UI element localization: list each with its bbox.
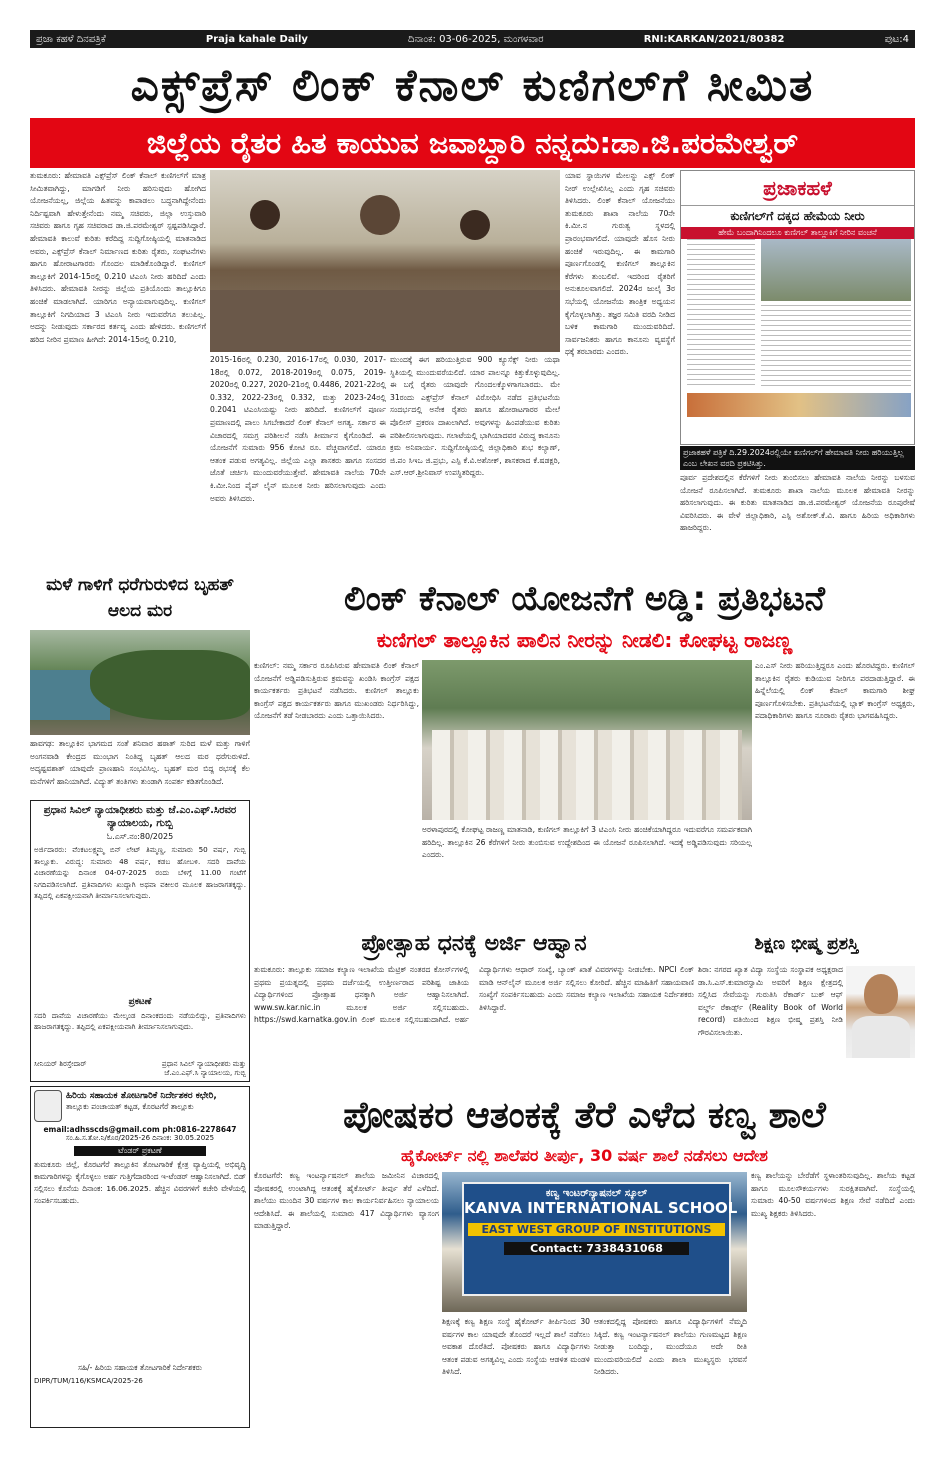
school-sign-kannada: ಕಣ್ವ ಇಂಟರ್‌ನ್ಯಾಷನಲ್ ಸ್ಕೂಲ್ (545, 1188, 648, 1199)
masthead-rni: RNI:KARKAN/2021/80382 (643, 33, 785, 45)
tender-address: ತಾಲ್ಲೂಕು ಪಂಚಾಯತ್ ಕಟ್ಟಡ, ಕೊರಟಗೆರೆ ತಾಲ್ಲೂಕು (66, 1102, 194, 1111)
school-column-2: ಶಿಕ್ಷಣಕ್ಕೆ ಕಣ್ವ ಶಿಕ್ಷಣ ಸಂಸ್ಥೆ ಹೈಕೋರ್ಟ್ ತೀರ್ಪಿನಿಂದ 30 ವರ್ಷಗಳ ಕಾಲ ಯಾವುದೇ ತೊಂದರೆ ಇಲ್ಲದೆ ಶಾಲೆ ನಡೆಸಲು ಅವಕಾಶ ದೊರೆತಿದೆ. ಪೋಷಕರು ಹಾಗೂ ವಿದ್ಯಾರ್ಥಿಗಳು ಆತಂಕ ಪಡುವ ಅಗತ್ಯವಿಲ್ಲ ಎಂದು ಸಂಸ್ಥೆಯ ಆಡಳಿತ ಮಂಡಳಿ ತಿಳಿಸಿದೆ. (442, 1317, 590, 1377)
tender-reference: ಸಂ.ಹಿ.ಸ.ತೋ.ನಿ/ಕೊರ/2025-26 ದಿನಾಂಕ: 30.05.2025 (65, 1134, 215, 1142)
clipping-headline: ಕುಣಿಗಲ್‌ಗೆ ದಕ್ಕದ ಹೇಮೆಯ ನೀರು (730, 209, 865, 223)
tree-headline: ಮಳೆ ಗಾಳಿಗೆ ಧರೆಗುರುಳಿದ ಬೃಹತ್ ಆಲದ ಮರ (46, 575, 234, 621)
clipping-paper-name: ಪ್ರಜಾಕಹಳೆ (763, 176, 832, 200)
court-notice-label: ಪ್ರಕಟಣೆ (128, 997, 152, 1007)
school-column-1: ಕೊರಟಗೆರೆ: ಕಣ್ವ ಇಂಟರ್ನ್ಯಾಷನಲ್ ಶಾಲೆಯ ಜಮೀನಿನ ವಿಚಾರದಲ್ಲಿ ಪೋಷಕರಲ್ಲಿ ಉಂಟಾಗಿದ್ದ ಆತಂಕಕ್ಕೆ ಹೈಕೋರ್ಟ್ ತೀರ್ಪು ತೆರೆ ಎಳೆದಿದೆ. ಶಾಲೆಯು ಮುಂದಿನ 30 ವರ್ಷಗಳ ಕಾಲ ಕಾರ್ಯನಿರ್ವಹಿಸಲು ನ್ಯಾಯಾಲಯ ಆದೇಶಿಸಿದೆ. ಈ ಶಾಲೆಯಲ್ಲಿ ಸುಮಾರು 417 ವಿದ್ಯಾರ್ಥಿಗಳು ವ್ಯಾಸಂಗ ಮಾಡುತ್ತಿದ್ದಾರೆ. (254, 1171, 439, 1231)
lead-subhead: ಜಿಲ್ಲೆಯ ರೈತರ ಹಿತ ಕಾಯುವ ಜವಾಬ್ದಾರಿ ನನ್ನದು:ಡಾ.ಜಿ.ಪರಮೇಶ್ವರ್ (30, 118, 915, 168)
school-sign-name: KANVA INTERNATIONAL SCHOOL (464, 1199, 738, 1217)
protest-headline: ಲಿಂಕ್ ಕೆನಾಲ್ ಯೋಜನೆಗೆ ಅಡ್ಡಿ: ಪ್ರತಿಭಟನೆ (344, 579, 825, 619)
award-headline: ಶಿಕ್ಷಣ ಭೀಷ್ಮ ಪ್ರಶಸ್ತಿ (754, 934, 859, 954)
masthead-bar (30, 30, 915, 48)
court-case-number: ಓ.ಎಸ್.ನಂ:80/2025 (106, 832, 174, 841)
masthead-page: ಪುಟ:4 (884, 33, 909, 45)
tender-dipr: DIPR/TUM/116/KSMCA/2025-26 (34, 1377, 143, 1385)
protest-column-1: ಕುಣಿಗಲ್: ನಮ್ಮ ಸರ್ಕಾರ ರೂಪಿಸಿರುವ ಹೇಮಾವತಿ ಲಿಂಕ್ ಕೆನಾಲ್ ಯೋಜನೆಗೆ ಅಡ್ಡಿಪಡಿಸುತ್ತಿರುವ ಕ್ರಮವನ್ನು ಖಂಡಿಸಿ ಕಾಂಗ್ರೆಸ್ ಪಕ್ಷದ ಕಾರ್ಯಕರ್ತರು ಪ್ರತಿಭಟನೆ ನಡೆಸಿದರು. ಕುಣಿಗಲ್ ತಾಲ್ಲೂಕು ಕಾಂಗ್ರೆಸ್ ಪಕ್ಷದ ಕಾರ್ಯಕರ್ತರು ಹಾಗೂ ಮುಖಂಡರು ನಿರ್ಧರಿಸಿದ್ದು, ಯೋಜನೆಗೆ ತಡೆ ನೀಡಬಾರದು ಎಂದು ಒತ್ತಾಯಿಸಿದರು. (254, 661, 419, 721)
tender-office: ಹಿರಿಯ ಸಹಾಯಕ ತೋಟಗಾರಿಕೆ ನಿರ್ದೇಶಕರ ಕಛೇರಿ, (66, 1091, 217, 1101)
lead-column-5: ಪೂರ್ವ ಪ್ರದೇಶದಲ್ಲಿನ ಕೆರೆಗಳಿಗೆ ನೀರು ತುಂಬಿಸಲು ಹೇಮಾವತಿ ನಾಲೆಯ ನೀರನ್ನು ಬಳಸುವ ಯೋಜನೆ ರೂಪಿಸಲಾಗಿದೆ. ತುಮಕೂರು ಶಾಖಾ ನಾಲೆಯ ಮೂಲಕ ಹೇಮಾವತಿ ನೀರನ್ನು ಹರಿಸಲಾಗುವುದು. ಈ ಕುರಿತು ಮಾತನಾಡಿದ ಡಾ.ಜಿ.ಪರಮೇಶ್ವರ್ ಯೋಜನೆಯ ರೂಪುರೇಷೆ ವಿವರಿಸಿದರು. ಈ ವೇಳೆ ಜಿಲ್ಲಾಧಿಕಾರಿ, ಎಸ್ಪಿ ಅಶೋಕ್.ಕೆ.ವಿ. ಹಾಗೂ ಹಿರಿಯ ಅಧಿಕಾರಿಗಳು ಹಾಜರಿದ್ದರು. (680, 473, 915, 533)
award-portrait-photo (846, 966, 915, 1058)
masthead-left: ಪ್ರಜಾ ಕಹಳೆ ದಿನಪತ್ರಿಕೆ (36, 33, 106, 45)
school-subhead: ಹೈಕೋರ್ಟ್ ನಲ್ಲಿ ಶಾಲೆಪರ ತೀರ್ಪು, 30 ವರ್ಷ ಶಾಲೆ ನಡೆಸಲು ಆದೇಶ (401, 1146, 768, 1165)
tender-notice (30, 1086, 250, 1428)
lead-headline: ಎಕ್ಸ್‌ಪ್ರೆಸ್ ಲಿಂಕ್ ಕೆನಾಲ್ ಕುಣಿಗಲ್‌ಗೆ ಸೀಮಿತ (130, 60, 815, 111)
school-headline: ಪೋಷಕರ ಆತಂಕಕ್ಕೆ ತೆರೆ ಎಳೆದ ಕಣ್ವ ಶಾಲೆ (343, 1095, 826, 1136)
court-signatory-1: ಸೀನಿಯರ್ ಶಿರಸ್ತೇದಾರ್ (34, 1060, 87, 1068)
protest-column-3: ಎಂ.ಎಸ್ ನೀರು ಹರಿಯುತ್ತಿದ್ದರೂ ಎಂದು ಹೊರಟಿದ್ದರು. ಕುಣಿಗಲ್ ತಾಲ್ಲೂಕಿನ ರೈತರು ಕುಡಿಯುವ ನೀರಿಗೂ ಪರದಾಡುತ್ತಿದ್ದಾರೆ. ಈ ಹಿನ್ನೆಲೆಯಲ್ಲಿ ಲಿಂಕ್ ಕೆನಾಲ್ ಕಾಮಗಾರಿ ಶೀಘ್ರ ಪೂರ್ಣಗೊಳಿಸಬೇಕು. ಪ್ರತಿಭಟನೆಯಲ್ಲಿ ಬ್ಲಾಕ್ ಕಾಂಗ್ರೆಸ್ ಅಧ್ಯಕ್ಷರು, ಪದಾಧಿಕಾರಿಗಳು ಹಾಗೂ ನೂರಾರು ರೈತರು ಭಾಗವಹಿಸಿದ್ದರು. (755, 661, 915, 721)
clipping-subhead: ಹೇಮೆ ಬಂದಾಗಿನಿಂದಲೂ ಕುಣಿಗಲ್ ತಾಲ್ಲೂಕಿಗೆ ನೀರಿನ ವಂಚನೆ (681, 227, 914, 239)
lead-column-2: 2015-16ರಲ್ಲಿ 0.230, 2016-17ರಲ್ಲಿ 0.030, 2017-18ರಲ್ಲಿ 0.072, 2018-2019ರಲ್ಲಿ 0.075, 2019-2020ರಲ್ಲಿ 0.227, 2020-21ರಲ್ಲಿ 0.4486, 2021-22ರಲ್ಲಿ 0.332, 2022-23ರಲ್ಲಿ 0.332, ಮತ್ತು 2023-24ರಲ್ಲಿ 0.2041 ಟಿಎಂಸಿಯಷ್ಟು ನೀರು ಹರಿದಿದೆ. ಕುಣಿಗಲ್‌ಗೆ ಪೂರ್ಣ ಪ್ರಮಾಣದಲ್ಲಿ ಪಾಲು ಸಿಗಬೇಕಾದರೆ ಲಿಂಕ್ ಕೆನಾಲ್ ಅಗತ್ಯ. ಸರ್ಕಾರ ಈ ವಿಚಾರದಲ್ಲಿ ಸಮಗ್ರ ಪರಿಶೀಲನೆ ನಡೆಸಿ ತೀರ್ಮಾನ ಕೈಗೊಂಡಿದೆ. ಈ ಯೋಜನೆಗೆ ಸುಮಾರು 956 ಕೋಟಿ ರೂ. ವೆಚ್ಚವಾಗಲಿದೆ. ಯಾರೂ ಆತಂಕ ಪಡುವ ಅಗತ್ಯವಿಲ್ಲ. ಜಿಲ್ಲೆಯ ಎಲ್ಲಾ ಶಾಸಕರು ಹಾಗೂ ಸಂಸದರ ಜೊತೆ ಚರ್ಚಿಸಿ ಮುಂದುವರೆಯುತ್ತೇವೆ. ಹೇಮಾವತಿ ನಾಲೆಯ 70ನೇ ಕಿ.ಮೀ.ನಿಂದ ಪೈಪ್ ಲೈನ್ ಮೂಲಕ ನೀರು ಹರಿಸಲಾಗುವುದು ಎಂದು ಅವರು ತಿಳಿಸಿದರು. (210, 355, 386, 503)
school-sign-group: EAST WEST GROUP OF INSTITUTIONS (468, 1223, 725, 1236)
court-title: ಪ್ರಧಾನ ಸಿವಿಲ್ ನ್ಯಾಯಾಧೀಶರು ಮತ್ತು ಜೆ.ಎಂ.ಎಫ್.ಸಿರವರ ನ್ಯಾಯಾಲಯ, ಗುಬ್ಬಿ (43, 805, 237, 829)
scholarship-headline: ಪ್ರೋತ್ಸಾಹ ಧನಕ್ಕೆ ಅರ್ಜಿ ಆಹ್ವಾನ (361, 931, 587, 956)
court-signatory-2: ಪ್ರಧಾನ ಸಿವಿಲ್ ನ್ಯಾಯಾಧೀಶರು ಮತ್ತು ಜೆ.ಎಂ.ಎಫ್.ಸಿ ನ್ಯಾಯಾಲಯ, ಗುಬ್ಬಿ (161, 1060, 246, 1077)
masthead-date: ದಿನಾಂಕ: 03-06-2025, ಮಂಗಳವಾರ (408, 33, 544, 45)
clipping-caption: ಪ್ರಜಾಕಹಳೆ ಪತ್ರಿಕೆ ದಿ.29.2024ರಲ್ಲಿಯೇ ಕುಣಿಗಲ್‌ಗೆ ಹೇಮಾವತಿ ನೀರು ಹರಿಯುತ್ತಿಲ್ಲ ಎಂಬ ಲೇಖನ ವರದಿ ಪ್ರಕಟಿಸಿತ್ತು. (680, 446, 915, 470)
court-body: ಅರ್ಜಿದಾರರು: ವೆಂಕಟಲಕ್ಷ್ಮಮ್ಮ ಬಿನ್ ಲೇಟ್ ತಿಮ್ಮಣ್ಣ, ಸುಮಾರು 50 ವರ್ಷ, ಗುಬ್ಬಿ ತಾಲ್ಲೂಕು. ವಿರುದ್ಧ: ಸುಮಾರು 48 ವರ್ಷ, ಕಡಬ ಹೋಬಳಿ. ಸದರಿ ದಾವೆಯ ವಿಚಾರಣೆಯನ್ನು ದಿನಾಂಕ 04-07-2025 ರಂದು ಬೆಳಿಗ್ಗೆ 11.00 ಗಂಟೆಗೆ ನಿಗದಿಪಡಿಸಲಾಗಿದೆ. ಪ್ರತಿವಾದಿಗಳು ಖುದ್ದಾಗಿ ಅಥವಾ ವಕೀಲರ ಮೂಲಕ ಹಾಜರಾಗತಕ್ಕದ್ದು. ತಪ್ಪಿದಲ್ಲಿ ಏಕಪಕ್ಷೀಯವಾಗಿ ತೀರ್ಮಾನಿಸಲಾಗುವುದು. (34, 845, 246, 900)
scholarship-body: ತುಮಕೂರು: ತಾಲ್ಲೂಕು ಸಮಾಜ ಕಲ್ಯಾಣ ಇಲಾಖೆಯ ಮೆಟ್ರಿಕ್ ನಂತರದ ಕೋರ್ಸ್‌ಗಳಲ್ಲಿ ಪ್ರಥಮ ಪ್ರಯತ್ನದಲ್ಲಿ ಪ್ರಥಮ ದರ್ಜೆಯಲ್ಲಿ ಉತ್ತೀರ್ಣರಾದ ಪರಿಶಿಷ್ಟ ಜಾತಿಯ ವಿದ್ಯಾರ್ಥಿಗಳಿಂದ ಪ್ರೋತ್ಸಾಹ ಧನಕ್ಕಾಗಿ ಅರ್ಜಿ ಆಹ್ವಾನಿಸಲಾಗಿದೆ. www.sw.kar.nic.in ಮೂಲಕ ಅರ್ಜಿ ಸಲ್ಲಿಸಬಹುದು. https://swd.karnatka.gov.in ಲಿಂಕ್ ಮೂಲಕ ಸಲ್ಲಿಸಬಹುದಾಗಿದೆ. ಅರ್ಹ ವಿದ್ಯಾರ್ಥಿಗಳು ಆಧಾರ್ ಸಂಖ್ಯೆ, ಬ್ಯಾಂಕ್ ಖಾತೆ ವಿವರಗಳನ್ನು ನೀಡಬೇಕು. NPCI ಲಿಂಕ್ ಮಾಡಿ ಆನ್‌ಲೈನ್ ಮೂಲಕ ಅರ್ಜಿ ಸಲ್ಲಿಸಲು ಕೋರಿದೆ. ಹೆಚ್ಚಿನ ಮಾಹಿತಿಗೆ ಸಹಾಯವಾಣಿ ಸಂಖ್ಯೆಗೆ ಸಂಪರ್ಕಿಸಬಹುದು ಎಂದು ಸಮಾಜ ಕಲ್ಯಾಣ ಇಲಾಖೆಯ ಸಹಾಯಕ ನಿರ್ದೇಶಕರು ತಿಳಿಸಿದ್ದಾರೆ. (254, 965, 694, 1025)
tree-photo (30, 630, 250, 735)
protest-column-2: ಅರಳಾಪುರದಲ್ಲಿ ಕೋಘಟ್ಟ ರಾಜಣ್ಣ ಮಾತನಾಡಿ, ಕುಣಿಗಲ್ ತಾಲ್ಲೂಕಿಗೆ 3 ಟಿಎಂಸಿ ನೀರು ಹಂಚಿಕೆಯಾಗಿದ್ದರೂ ಇದುವರೆಗೂ ಸಮರ್ಪಕವಾಗಿ ಹರಿದಿಲ್ಲ. ತಾಲ್ಲೂಕಿನ 26 ಕೆರೆಗಳಿಗೆ ನೀರು ತುಂಬಿಸುವ ಉದ್ದೇಶದಿಂದ ಈ ಯೋಜನೆ ರೂಪಿಸಲಾಗಿದೆ. ಇದಕ್ಕೆ ಅಡ್ಡಿಪಡಿಸುವುದು ಸರಿಯಲ್ಲ ಎಂದರು. (422, 825, 752, 860)
tree-body: ಹಾವಗಢ: ತಾಲ್ಲೂಕಿನ ಭಾಗಮದ ಸಂತೆ ಶನಿವಾರ ಹಠಾತ್ ಸುರಿದ ಮಳೆ ಮತ್ತು ಗಾಳಿಗೆ ಅಂಗನವಾಡಿ ಕೇಂದ್ರದ ಮುಂಭಾಗ ನಿಂತಿದ್ದ ಬೃಹತ್ ಆಲದ ಮರ ಧರೆಗುರುಳಿದೆ. ಅದೃಷ್ಟವಶಾತ್ ಯಾವುದೇ ಪ್ರಾಣಹಾನಿ ಸಂಭವಿಸಿಲ್ಲ. ಬೃಹತ್ ಮರ ಬಿದ್ದ ರಭಸಕ್ಕೆ ಕೆಲ ಮನೆಗಳಿಗೆ ಹಾನಿಯಾಗಿದೆ. ವಿದ್ಯುತ್ ತಂತಿಗಳು ತುಂಡಾಗಿ ಸಂಪರ್ಕ ಕಡಿತಗೊಂಡಿದೆ. (30, 739, 250, 786)
school-column-4: ಕಣ್ವ ಶಾಲೆಯನ್ನು ಬೇರೆಡೆಗೆ ಸ್ಥಳಾಂತರಿಸುವುದಿಲ್ಲ. ಶಾಲೆಯ ಕಟ್ಟಡ ಹಾಗೂ ಮೂಲಸೌಕರ್ಯಗಳು ಸುರಕ್ಷಿತವಾಗಿವೆ. ಸಂಸ್ಥೆಯಲ್ಲಿ ಸುಮಾರು 40-50 ವರ್ಷಗಳಿಂದ ಶಿಕ್ಷಣ ಸೇವೆ ನಡೆದಿದೆ ಎಂದು ಮುಖ್ಯ ಶಿಕ್ಷಕರು ತಿಳಿಸಿದರು. (751, 1171, 915, 1218)
tender-email: email:adhsscds@gmail.com ph:0816-2278647 (43, 1125, 237, 1134)
court-body-2: ಸದರಿ ದಾವೆಯ ವಿಚಾರಣೆಯು ಮೇಲ್ಕಂಡ ದಿನಾಂಕದಂದು ನಡೆಯಲಿದ್ದು, ಪ್ರತಿವಾದಿಗಳು ಹಾಜರಾಗತಕ್ಕದ್ದು. ತಪ್ಪಿದಲ್ಲಿ ಏಕಪಕ್ಷೀಯವಾಗಿ ತೀರ್ಮಾನಿಸಲಾಗುವುದು. (34, 1011, 246, 1031)
meeting-photo (210, 170, 560, 352)
masthead-paper-name: Praja kahale Daily (205, 33, 308, 45)
protest-photo (422, 660, 752, 820)
tender-body: ತುಮಕೂರು ಜಿಲ್ಲೆ, ಕೊರಟಗೆರೆ ತಾಲ್ಲೂಕಿನ ತೋಟಗಾರಿಕೆ ಕ್ಷೇತ್ರ ವ್ಯಾಪ್ತಿಯಲ್ಲಿ ಅಭಿವೃದ್ಧಿ ಕಾಮಗಾರಿಗಳನ್ನು ಕೈಗೊಳ್ಳಲು ಅರ್ಹ ಗುತ್ತಿಗೆದಾರರಿಂದ ಇ-ಟೆಂಡರ್ ಆಹ್ವಾನಿಸಲಾಗಿದೆ. ಬಿಡ್ ಸಲ್ಲಿಸಲು ಕೊನೆಯ ದಿನಾಂಕ: 16.06.2025. ಹೆಚ್ಚಿನ ವಿವರಗಳಿಗೆ ಕಚೇರಿ ವೇಳೆಯಲ್ಲಿ ಸಂಪರ್ಕಿಸಬಹುದು. (34, 1160, 246, 1205)
lead-column-1: ತುಮಕೂರು: ಹೇಮಾವತಿ ಎಕ್ಸ್‌ಪ್ರೆಸ್ ಲಿಂಕ್ ಕೆನಾಲ್ ಕುಣಿಗಲ್‌ಗೆ ಮಾತ್ರ ಸೀಮಿತವಾಗಿದ್ದು, ಮಾಗಡಿಗೆ ನೀರು ಹರಿಸುವುದು ಹೋಗಿದ ಯೋಜನೆಯಲ್ಲ, ಜಿಲ್ಲೆಯ ಹಿತವನ್ನು ಕಾಪಾಡಲು ಬದ್ಧನಾಗಿದ್ದೇನೆಂದು ನಿರ್ದಿಷ್ಟವಾಗಿ ಹೇಳುತ್ತೇನೆಂದು ನಮ್ಮ ಸಚಿವರು, ಜಿಲ್ಲಾ ಉಸ್ತುವಾರಿ ಸಚಿವರು ಹಾಗೂ ಗೃಹ ಸಚಿವರಾದ ಡಾ.ಜಿ.ಪರಮೇಶ್ವರ್ ಸ್ಪಷ್ಟಪಡಿಸಿದ್ದಾರೆ. ಹೇಮಾವತಿ ಕಾಲುವೆ ಕುರಿತು ಕರೆದಿದ್ದ ಸುದ್ದಿಗೋಷ್ಠಿಯಲ್ಲಿ ಮಾತನಾಡಿದ ಅವರು, ಎಕ್ಸ್‌ಪ್ರೆಸ್ ಕೆನಾಲ್ ನಿರ್ಮಾಣದ ಕುರಿತು ರೈತರು, ಸಂಘಟನೆಗಳು ಹಾಗೂ ಹೋರಾಟಗಾರರು ಗೊಂದಲ ಮಾಡಿಕೊಂಡಿದ್ದಾರೆ. ಕುಣಿಗಲ್ ತಾಲ್ಲೂಕಿಗೆ 2014-15ರಲ್ಲಿ 0.210 ಟಿಎಂಸಿ ನೀರು ಹರಿದಿದೆ ಎಂದು ತಿಳಿಸಿದರು. ಹೇಮಾವತಿ ನೀರನ್ನು ಜಿಲ್ಲೆಯ ಪ್ರತಿಯೊಂದು ತಾಲ್ಲೂಕಿಗೂ ಹಂಚಿಕೆ ಮಾಡಲಾಗಿದೆ. ಯಾರಿಗೂ ಅನ್ಯಾಯವಾಗುವುದಿಲ್ಲ. ಕುಣಿಗಲ್ ತಾಲ್ಲೂಕಿಗೆ ನಿಗದಿಯಾದ 3 ಟಿಎಂಸಿ ನೀರು ಇದುವರೆಗೂ ತಲುಪಿಲ್ಲ. ಅದನ್ನು ನೀಡುವುದು ಸರ್ಕಾರದ ಕರ್ತವ್ಯ ಎಂದು ಹೇಳಿದರು. ಕುಣಿಗಲ್‌ಗೆ ಹರಿದ ನೀರಿನ ಪ್ರಮಾಣ ಹೀಗಿದೆ: 2014-15ರಲ್ಲಿ 0.210, (30, 171, 206, 344)
school-sign-photo (442, 1172, 747, 1312)
protest-subhead: ಕುಣಿಗಲ್ ತಾಲ್ಲೂಕಿನ ಪಾಲಿನ ನೀರನ್ನು ನೀಡಲಿ: ಕೋಘಟ್ಟ ರಾಜಣ್ಣ (376, 628, 793, 652)
tender-footer: ಸಹಿ/- ಹಿರಿಯ ಸಹಾಯಕ ತೋಟಗಾರಿಕೆ ನಿರ್ದೇಶಕರು (78, 1363, 202, 1372)
lead-column-4: ಯಾವ ಸ್ಥಾಯಿಗಳ ಮೇಲನ್ನು ಎಕ್ಸ್ ಲಿಂಕ್ ನೀರ್ ಉಲ್ಲೇಖಿಸಿಲ್ಲ ಎಂದು ಗೃಹ ಸಚಿವರು ತಿಳಿಸಿದರು. ಲಿಂಕ್ ಕೆನಾಲ್ ಯೋಜನೆಯು ತುಮಕೂರು ಶಾಖಾ ನಾಲೆಯ 70ನೇ ಕಿ.ಮೀ.ನ ಗುರುತ್ವ ಸ್ಥಳದಲ್ಲಿ ಪ್ರಾರಂಭವಾಗಲಿದೆ. ಯಾವುದೇ ಹೊಸ ನೀರು ಹಂಚಿಕೆ ಇರುವುದಿಲ್ಲ. ಈ ಕಾಮಗಾರಿ ಪೂರ್ಣಗೊಂಡಲ್ಲಿ ಕುಣಿಗಲ್ ತಾಲ್ಲೂಕಿನ ಕೆರೆಗಳು ತುಂಬಲಿವೆ. ಇದರಿಂದ ರೈತರಿಗೆ ಅನುಕೂಲವಾಗಲಿದೆ. 2024ರ ಜುಲೈ 3ರ ಸಭೆಯಲ್ಲಿ ಯೋಜನೆಯ ತಾಂತ್ರಿಕ ಅಧ್ಯಯನ ಕೈಗೊಳ್ಳಲಾಗಿತ್ತು. ತಜ್ಞರ ಸಮಿತಿ ವರದಿ ನೀಡಿದ ಬಳಿಕ ಕಾಮಗಾರಿ ಮುಂದುವರಿದಿದೆ. ಸಾರ್ವಜನಿಕರು ಹಾಗೂ ಕಾನೂನು ವ್ಯವಸ್ಥೆಗೆ ಧಕ್ಕೆ ತರಬಾರದು ಎಂದರು. (565, 171, 675, 357)
newspaper-clipping (680, 170, 915, 445)
government-emblem-icon (34, 1090, 62, 1122)
court-notice (30, 800, 250, 1082)
award-body: ಶಿರಾ: ನಗರದ ಖ್ಯಾತ ವಿದ್ಯಾ ಸಂಸ್ಥೆಯ ಸಂಸ್ಥಾಪಕ ಅಧ್ಯಕ್ಷರಾದ ಡಾ.ಸಿ.ಎಸ್.ಕುಮಾರಸ್ವಾಮಿ ಅವರಿಗೆ ಶಿಕ್ಷಣ ಕ್ಷೇತ್ರದಲ್ಲಿ ಸಲ್ಲಿಸಿದ ಸೇವೆಯನ್ನು ಗುರುತಿಸಿ ರೆಕಾರ್ಡ್ ಬುಕ್ ಆಫ್ ವರ್ಲ್ಡ್ ರೆಕಾರ್ಡ್ಸ್ (Reality Book of World record) ವತಿಯಿಂದ ಶಿಕ್ಷಣ ಭೀಷ್ಮ ಪ್ರಶಸ್ತಿ ನೀಡಿ ಗೌರವಿಸಲಾಯಿತು. (698, 965, 843, 1037)
school-column-3: ಆತಂಕದಲ್ಲಿದ್ದ ಪೋಷಕರು ಹಾಗೂ ವಿದ್ಯಾರ್ಥಿಗಳಿಗೆ ನೆಮ್ಮದಿ ಸಿಕ್ಕಿದೆ. ಕಣ್ವ ಇಂಟರ್ನ್ಯಾಷನಲ್ ಶಾಲೆಯು ಗುಣಮಟ್ಟದ ಶಿಕ್ಷಣ ನೀಡುತ್ತಾ ಬಂದಿದ್ದು, ಮುಂದೆಯೂ ಅದೇ ರೀತಿ ಮುಂದುವರಿಯಲಿದೆ ಎಂದು ಶಾಲಾ ಮುಖ್ಯಸ್ಥರು ಭರವಸೆ ನೀಡಿದರು. (594, 1317, 747, 1377)
tender-label: ಟೆಂಡರ್ ಪ್ರಕಟಣೆ (74, 1146, 206, 1156)
lead-column-3: ಮುಂದಕ್ಕೆ ಈಗ ಹರಿಯುತ್ತಿರುವ 900 ಕ್ಯೂಸೆಕ್ಸ್ ನೀರು ಯಥಾ ಸ್ಥಿತಿಯಲ್ಲಿ ಮುಂದುವರೆಯಲಿದೆ. ಯಾರ ಪಾಲನ್ನೂ ಕಿತ್ತುಕೊಳ್ಳುವುದಿಲ್ಲ. ಈ ಬಗ್ಗೆ ರೈತರು ಯಾವುದೇ ಗೊಂದಲಕ್ಕೊಳಗಾಗಬಾರದು. ಮೇ 31ರಂದು ಎಕ್ಸ್‌ಪ್ರೆಸ್ ಕೆನಾಲ್ ವಿರೋಧಿಸಿ ನಡೆದ ಪ್ರತಿಭಟನೆಯ ಸಂದರ್ಭದಲ್ಲಿ ಅನೇಕ ರೈತರು ಹಾಗೂ ಹೋರಾಟಗಾರರ ಮೇಲೆ ಪೊಲೀಸ್ ಪ್ರಕರಣ ದಾಖಲಾಗಿದೆ. ಅವುಗಳನ್ನು ಹಿಂಪಡೆಯುವ ಕುರಿತು ಪರಿಶೀಲಿಸಲಾಗುವುದು. ಗಲಾಟೆಯಲ್ಲಿ ಭಾಗಿಯಾದವರ ವಿರುದ್ಧ ಕಾನೂನು ಕ್ರಮ ಅನಿವಾರ್ಯ. ಸುದ್ದಿಗೋಷ್ಠಿಯಲ್ಲಿ ಜಿಲ್ಲಾಧಿಕಾರಿ ಶುಭ ಕಲ್ಯಾಣ್, ಜಿ.ಪಂ ಸಿಇಒ ಜಿ.ಪ್ರಭು, ಎಸ್ಪಿ ಕೆ.ವಿ.ಅಶೋಕ್, ಶಾಸಕರಾದ ಕೆ.ಷಡಕ್ಷರಿ, ಎಸ್.ಆರ್.ಶ್ರೀನಿವಾಸ್ ಉಪಸ್ಥಿತರಿದ್ದರು. (390, 355, 560, 478)
school-sign-contact: Contact: 7338431068 (504, 1242, 689, 1255)
